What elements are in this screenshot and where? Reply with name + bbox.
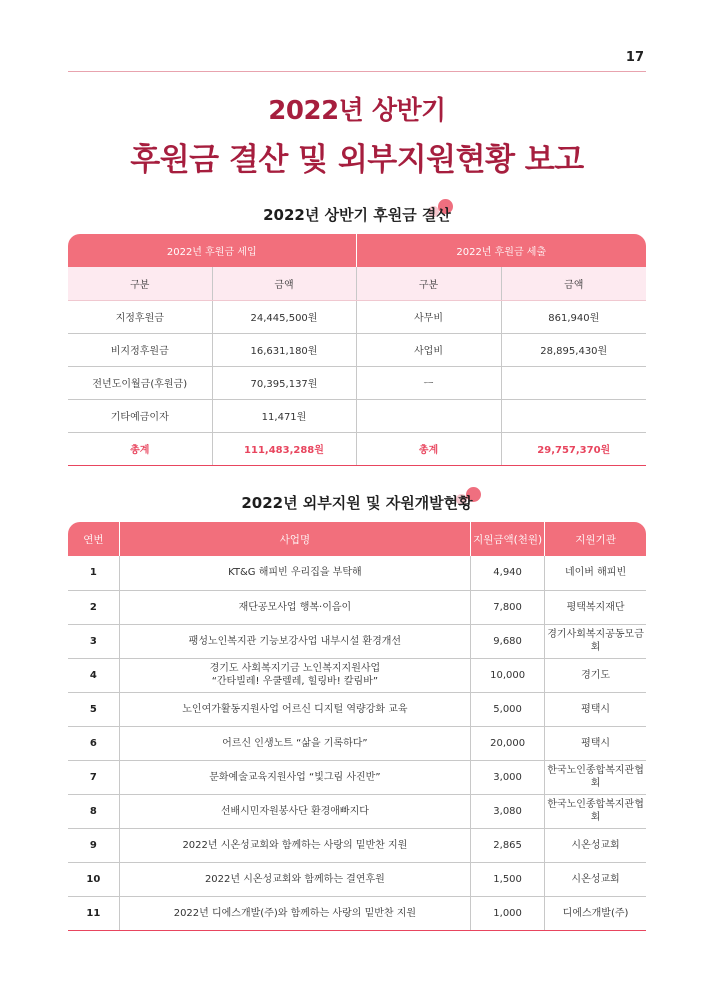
cell: ㅡ [356, 366, 501, 399]
table-row [68, 366, 646, 399]
row-number: 1 [68, 556, 119, 590]
cell: 861,940원 [501, 300, 646, 333]
support-amount: 3,000 [471, 760, 545, 794]
cell: 기타예금이자 [68, 399, 212, 432]
support-org: 평택시 [545, 692, 646, 726]
cell: 16,631,180원 [212, 333, 356, 366]
cell: 28,895,430원 [501, 333, 646, 366]
table-row [68, 624, 646, 658]
col-amount: 지원금액(천원) [471, 522, 545, 556]
support-org: 경기도 [545, 658, 646, 692]
table-row [68, 399, 646, 432]
col-amount: 금액 [212, 267, 356, 300]
row-number: 11 [68, 896, 119, 930]
support-org: 한국노인종합복지관협회 [545, 760, 646, 794]
table-row [68, 692, 646, 726]
total-row [68, 432, 646, 465]
total-label: 총계 [356, 432, 501, 465]
col-amount: 금액 [501, 267, 646, 300]
support-table [68, 522, 646, 931]
total-income: 111,483,288원 [212, 432, 356, 465]
table-row [68, 726, 646, 760]
table-row [68, 896, 646, 930]
col-org: 지원기관 [545, 522, 646, 556]
support-org: 시온성교회 [545, 828, 646, 862]
table-row [68, 556, 646, 590]
project-name: 팽성노인복지관 기능보강사업 내부시설 환경개선 [119, 624, 470, 658]
row-number: 5 [68, 692, 119, 726]
project-name [119, 658, 470, 692]
support-org: 네이버 해피빈 [545, 556, 646, 590]
support-org: 경기사회복지공동모금회 [545, 624, 646, 658]
table-row [68, 300, 646, 333]
row-number: 3 [68, 624, 119, 658]
support-org: 시온성교회 [545, 862, 646, 896]
project-name: 노인여가활동지원사업 어르신 디지털 역량강화 교육 [119, 692, 470, 726]
top-divider [68, 71, 646, 72]
support-amount: 2,865 [471, 828, 545, 862]
table-row [68, 794, 646, 828]
project-name: 2022년 시온성교회와 함께하는 사랑의 밑반찬 지원 [119, 828, 470, 862]
support-org: 한국노인종합복지관협회 [545, 794, 646, 828]
project-name: 문화예술교육지원사업 “빛그림 사진반” [119, 760, 470, 794]
col-project: 사업명 [119, 522, 470, 556]
support-amount: 9,680 [471, 624, 545, 658]
donation-table [68, 234, 646, 466]
cell: 24,445,500원 [212, 300, 356, 333]
section-heading-support [0, 492, 714, 513]
cell: 70,395,137원 [212, 366, 356, 399]
row-number: 6 [68, 726, 119, 760]
total-expense: 29,757,370원 [501, 432, 646, 465]
table-row [68, 658, 646, 692]
support-amount: 10,000 [471, 658, 545, 692]
table-row [68, 333, 646, 366]
table-row [68, 760, 646, 794]
support-amount: 1,500 [471, 862, 545, 896]
cell [356, 399, 501, 432]
project-name: 2022년 디에스개발(주)와 함께하는 사랑의 밑반찬 지원 [119, 896, 470, 930]
project-name: 재단공모사업 행복·이음이 [119, 590, 470, 624]
table-row [68, 862, 646, 896]
project-name: KT&G 해피빈 우리집을 부탁해 [119, 556, 470, 590]
project-name-line1: 경기도 사회복지기금 노인복지지원사업 [209, 663, 381, 674]
col-no: 연번 [68, 522, 119, 556]
table-row [68, 590, 646, 624]
row-number: 7 [68, 760, 119, 794]
project-name: 2022년 시온성교회와 함께하는 결연후원 [119, 862, 470, 896]
support-amount: 7,800 [471, 590, 545, 624]
support-amount: 5,000 [471, 692, 545, 726]
row-number: 9 [68, 828, 119, 862]
row-number: 10 [68, 862, 119, 896]
section-heading-text: 2022년 상반기 후원금 결산 [263, 206, 451, 224]
row-number: 2 [68, 590, 119, 624]
cell: 사업비 [356, 333, 501, 366]
support-org: 평택시 [545, 726, 646, 760]
expense-header: 2022년 후원금 세출 [356, 234, 646, 267]
page-number: 17 [625, 50, 644, 65]
project-name-line2: “간타빌레! 우쿨렐레, 힐링바! 칼림바” [211, 676, 379, 687]
support-org: 디에스개발(주) [545, 896, 646, 930]
col-category: 구분 [68, 267, 212, 300]
cell [501, 366, 646, 399]
cell [501, 399, 646, 432]
cell: 전년도이월금(후원금) [68, 366, 212, 399]
page-title-line1: 2022년 상반기 [268, 96, 446, 126]
support-org: 평택복지재단 [545, 590, 646, 624]
cell: 사무비 [356, 300, 501, 333]
section-heading-donation [0, 204, 714, 225]
support-amount: 1,000 [471, 896, 545, 930]
project-name: 어르신 인생노트 “삶을 기록하다” [119, 726, 470, 760]
section-heading-text: 2022년 외부지원 및 자원개발현황 [241, 494, 473, 512]
table-row [68, 828, 646, 862]
income-header: 2022년 후원금 세입 [68, 234, 356, 267]
support-amount: 4,940 [471, 556, 545, 590]
total-label: 총계 [68, 432, 212, 465]
project-name: 선배시민자원봉사단 환경애빠지다 [119, 794, 470, 828]
cell: 비지정후원금 [68, 333, 212, 366]
cell: 11,471원 [212, 399, 356, 432]
col-category: 구분 [356, 267, 501, 300]
support-amount: 20,000 [471, 726, 545, 760]
cell: 지정후원금 [68, 300, 212, 333]
row-number: 4 [68, 658, 119, 692]
page-title-line2: 후원금 결산 및 외부지원현황 보고 [130, 142, 584, 178]
row-number: 8 [68, 794, 119, 828]
support-amount: 3,080 [471, 794, 545, 828]
